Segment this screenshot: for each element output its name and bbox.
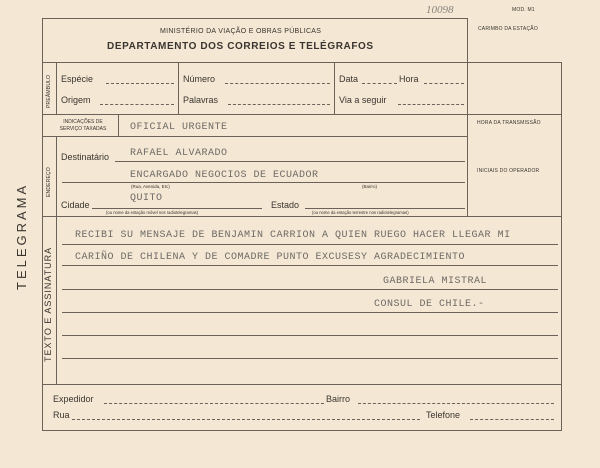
preamble-col-divider-1 [178, 62, 179, 114]
address-label-divider [56, 136, 57, 216]
text-rule-1 [62, 244, 558, 245]
hora-transmissao-label: HORA DA TRANSMISSÃO [477, 120, 541, 126]
indications-label: INDICAÇÕES DE SERVIÇO TAXADAS [59, 119, 107, 132]
especie-label: Espécie [61, 74, 94, 84]
rua-hint: (Rua, Avenida, Etc) [131, 184, 170, 189]
estado-hint: (ou nome da estação terrestre nos radiotelegramas) [312, 210, 409, 215]
via-line [398, 104, 464, 105]
signature-title: CONSUL DE CHILE.- [374, 299, 485, 310]
text-section-label: TEXTO E ASSINATURA [43, 246, 53, 362]
telefone-line [470, 419, 554, 420]
estado-label: Estado [271, 200, 300, 210]
address-line2 [62, 182, 465, 183]
bairro-label: Bairro [326, 394, 351, 404]
destinatario-value: RAFAEL ALVARADO [130, 148, 228, 159]
text-rule-5 [62, 335, 558, 336]
address-line2-value: ENCARGADO NEGOCIOS DE ECUADOR [130, 170, 319, 181]
telefone-label: Telefone [426, 410, 461, 420]
frame-left [42, 18, 43, 430]
palavras-line [228, 104, 330, 105]
message-line: RECIBI SU MENSAJE DE BENJAMIN CARRION A QUIEN RUEGO HACER LLEGAR MI [75, 230, 511, 241]
side-title-telegrama: TELEGRAMA [14, 182, 29, 290]
hora-line [424, 83, 464, 84]
origem-label: Origem [61, 95, 91, 105]
form-code: MOD. M1 [512, 7, 535, 13]
text-rule-2 [62, 265, 558, 266]
preamble-section-label: PREÂMBULO [46, 74, 52, 108]
expedidor-line [104, 403, 324, 404]
palavras-label: Palavras [183, 95, 219, 105]
address-section-label: ENDEREÇO [46, 167, 52, 197]
cidade-value: QUITO [130, 193, 163, 204]
preamble-col-divider-2 [334, 62, 335, 114]
text-rule-3 [62, 289, 558, 290]
header-right-divider [467, 18, 468, 62]
destinatario-line [115, 161, 465, 162]
right-column-divider [467, 114, 468, 216]
preamble-col-divider-3 [467, 62, 468, 114]
rua-line [72, 419, 420, 420]
preamble-top [42, 62, 562, 63]
rua-label: Rua [53, 410, 70, 420]
numero-line [225, 83, 330, 84]
preamble-bottom [42, 114, 562, 115]
text-section-bottom [42, 384, 562, 385]
via-label: Via a seguir [339, 95, 387, 105]
iniciais-operador-label: INICIAIS DO OPERADOR [477, 168, 540, 174]
stamp-label: CARIMBO DA ESTAÇÃO [478, 26, 538, 32]
origem-line [100, 104, 174, 105]
data-label: Data [339, 74, 359, 84]
text-rule-4 [62, 312, 558, 313]
bairro-hint: (Bairro) [362, 184, 378, 189]
bairro-line [358, 403, 554, 404]
frame-right [561, 62, 562, 430]
data-line [362, 83, 397, 84]
preamble-label-divider [56, 62, 57, 114]
hora-label: Hora [399, 74, 419, 84]
indications-label-divider [118, 114, 119, 136]
indications-value: OFICIAL URGENTE [130, 122, 228, 133]
frame-bottom [42, 430, 562, 431]
cidade-line [92, 208, 262, 209]
especie-line [106, 83, 174, 84]
destinatario-label: Destinatário [61, 152, 110, 162]
numero-label: Número [183, 74, 216, 84]
text-label-divider [56, 216, 57, 384]
message-line: CARIÑO DE CHILENA Y DE COMADRE PUNTO EXCUSESY AGRADECIMIENTO [75, 252, 466, 263]
frame-top [42, 18, 467, 19]
estado-line [305, 208, 465, 209]
expedidor-label: Expedidor [53, 394, 94, 404]
signature-name: GABRIELA MISTRAL [383, 276, 488, 287]
text-rule-6 [62, 358, 558, 359]
department-title: DEPARTAMENTO DOS CORREIOS E TELÉGRAFOS [107, 41, 374, 52]
cidade-label: Cidade [61, 200, 90, 210]
indications-bottom [42, 136, 468, 137]
ministry-title: MINISTÉRIO DA VIAÇÃO E OBRAS PÚBLICAS [160, 28, 322, 35]
cidade-hint: (ou nome da estação móvel nos radiotelegramas) [106, 210, 199, 215]
address-bottom [42, 216, 562, 217]
serial-number: 10098 [426, 4, 454, 16]
